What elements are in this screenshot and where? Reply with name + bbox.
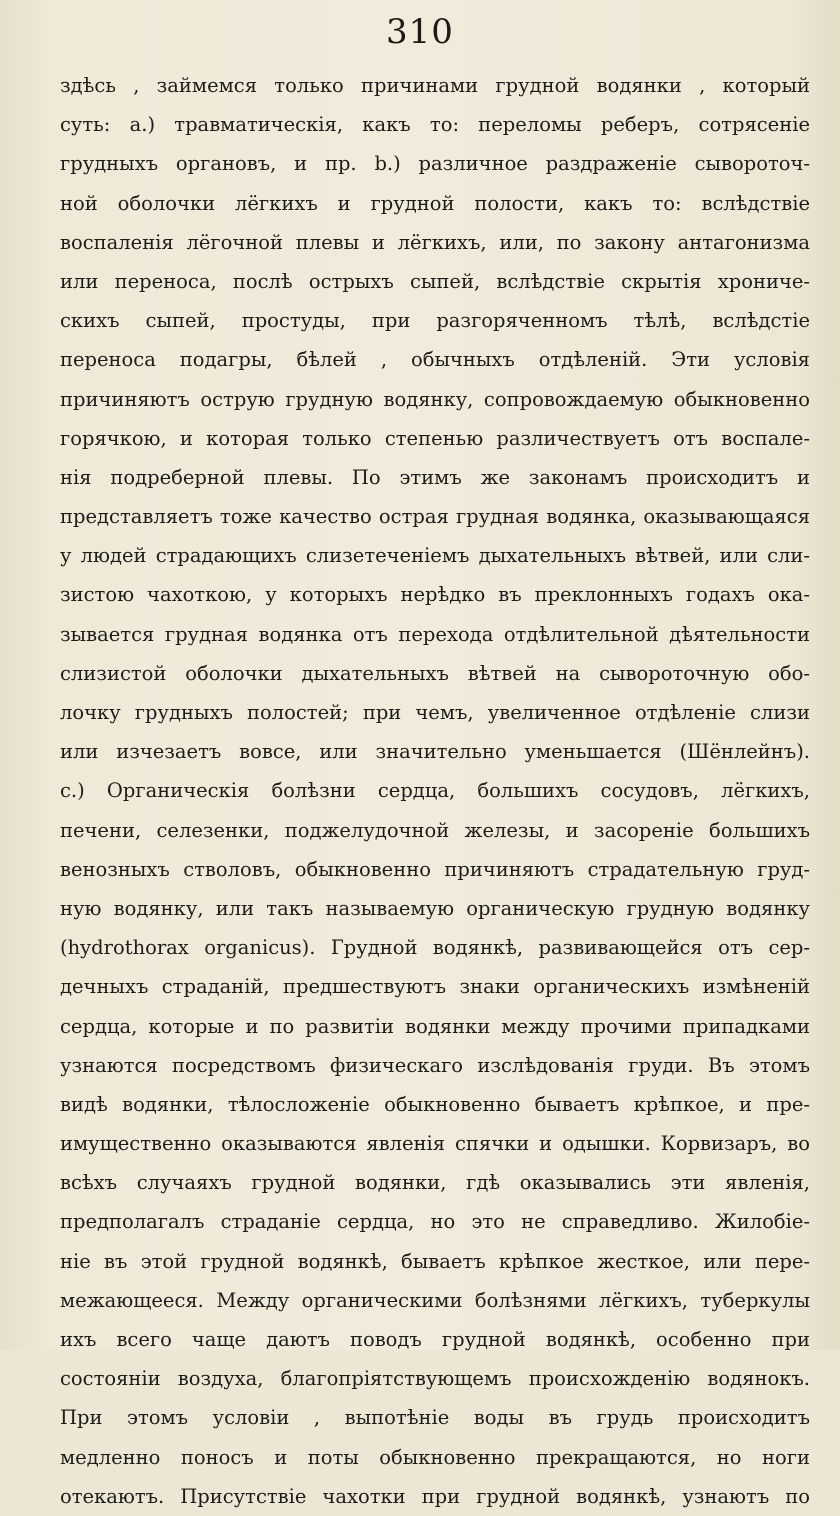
text-line: всѣхъ случаяхъ грудной водянки, гдѣ оказывались эти явленія, (60, 1171, 810, 1195)
text-line: воспаленія лёгочной плевы и лёгкихъ, или, по закону антагонизма (60, 230, 810, 254)
text-line: лочку грудныхъ полостей; при чемъ, увеличенное отдѣленіе слизи (60, 701, 810, 724)
text-line: ной оболочки лёгкихъ и грудной полости, какъ то: вслѣдствіе (60, 191, 810, 215)
text-line: сердца, которые и по развитіи водянки между прочими припадками (60, 1014, 810, 1038)
text-line: здѣсь , займемся только причинами грудной водянки , который (60, 74, 810, 97)
text-line: отекаютъ. Присутствіе чахотки при грудной водянкѣ, узнаютъ по (60, 1484, 810, 1508)
text-line: у людей страдающихъ слизетеченіемъ дыхательныхъ вѣтвей, или сли- (60, 544, 810, 568)
text-line: суть: а.) травматическія, какъ то: переломы реберъ, сотрясеніе (60, 113, 810, 137)
text-line: или изчезаетъ вовсе, или значительно уменьшается (Шёнлейнъ). (60, 740, 810, 764)
text-line: видѣ водянки, тѣлосложеніе обыкновенно бываетъ крѣпкое, и пре- (60, 1092, 810, 1116)
body-text (60, 66, 810, 1516)
text-line: узнаются посредствомъ физическаго изслѣдованія груди. Въ этомъ (60, 1053, 810, 1077)
text-line: дечныхъ страданій, предшествуютъ знаки органическихъ измѣненій (60, 975, 810, 999)
text-line: (hydrothorax organicus). Грудной водянкѣ, развивающейся отъ сер- (60, 936, 810, 960)
text-line: межающееся. Между органическими болѣзнями лёгкихъ, туберкулы (60, 1288, 810, 1312)
text-line: переноса подагры, бѣлей , обычныхъ отдѣленій. Эти условія (60, 348, 810, 372)
text-line: ніе въ этой грудной водянкѣ, бываетъ крѣпкое жесткое, или пере- (60, 1249, 810, 1273)
text-line: При этомъ условіи , выпотѣніе воды въ грудь происходитъ (60, 1406, 810, 1430)
text-line: представляетъ тоже качество острая грудная водянка, оказывающаяся (60, 505, 810, 529)
text-line: ную водянку, или такъ называемую органическую грудную водянку (60, 896, 810, 920)
text-line: зистою чахоткою, у которыхъ нерѣдко въ преклонныхъ годахъ ока- (60, 583, 810, 607)
text-line: с.) Органическія болѣзни сердца, большихъ сосудовъ, лёгкихъ, (60, 779, 810, 803)
text-line: ихъ всего чаще даютъ поводъ грудной водянкѣ, особенно при (60, 1328, 810, 1351)
text-line: или переноса, послѣ острыхъ сыпей, вслѣдствіе скрытія хрониче- (60, 269, 810, 293)
text-line: печени, селезенки, поджелудочной железы, и засореніе большихъ (60, 818, 810, 842)
text-line: предполагалъ страданіе сердца, но это не справедливо. Жилобіе- (60, 1210, 810, 1234)
text-line: причиняютъ острую грудную водянку, сопровождаемую обыкновенно (60, 387, 810, 411)
page-number: 310 (386, 12, 454, 52)
text-line: грудныхъ органовъ, и пр. b.) различное раздраженіе сывороточ- (60, 152, 810, 176)
text-line: скихъ сыпей, простуды, при разгоряченномъ тѣлѣ, вслѣдстіе (60, 309, 810, 333)
text-line: венозныхъ стволовъ, обыкновенно причиняютъ страдательную груд- (60, 857, 810, 881)
text-line: нія подреберной плевы. По этимъ же законамъ происходитъ и (60, 465, 810, 489)
text-line: слизистой оболочки дыхательныхъ вѣтвей на сывороточную обо- (60, 661, 810, 685)
text-line: медленно поносъ и поты обыкновенно прекращаются, но ноги (60, 1445, 810, 1469)
text-line: зывается грудная водянка отъ перехода отдѣлительной дѣятельности (60, 622, 810, 646)
text-line: имущественно оказываются явленія спячки и одышки. Корвизаръ, во (60, 1132, 810, 1156)
text-line: состояніи воздуха, благопріятствующемъ происхожденію водянокъ. (60, 1367, 810, 1391)
text-line: горячкою, и которая только степенью различествуетъ отъ воспале- (60, 426, 810, 450)
